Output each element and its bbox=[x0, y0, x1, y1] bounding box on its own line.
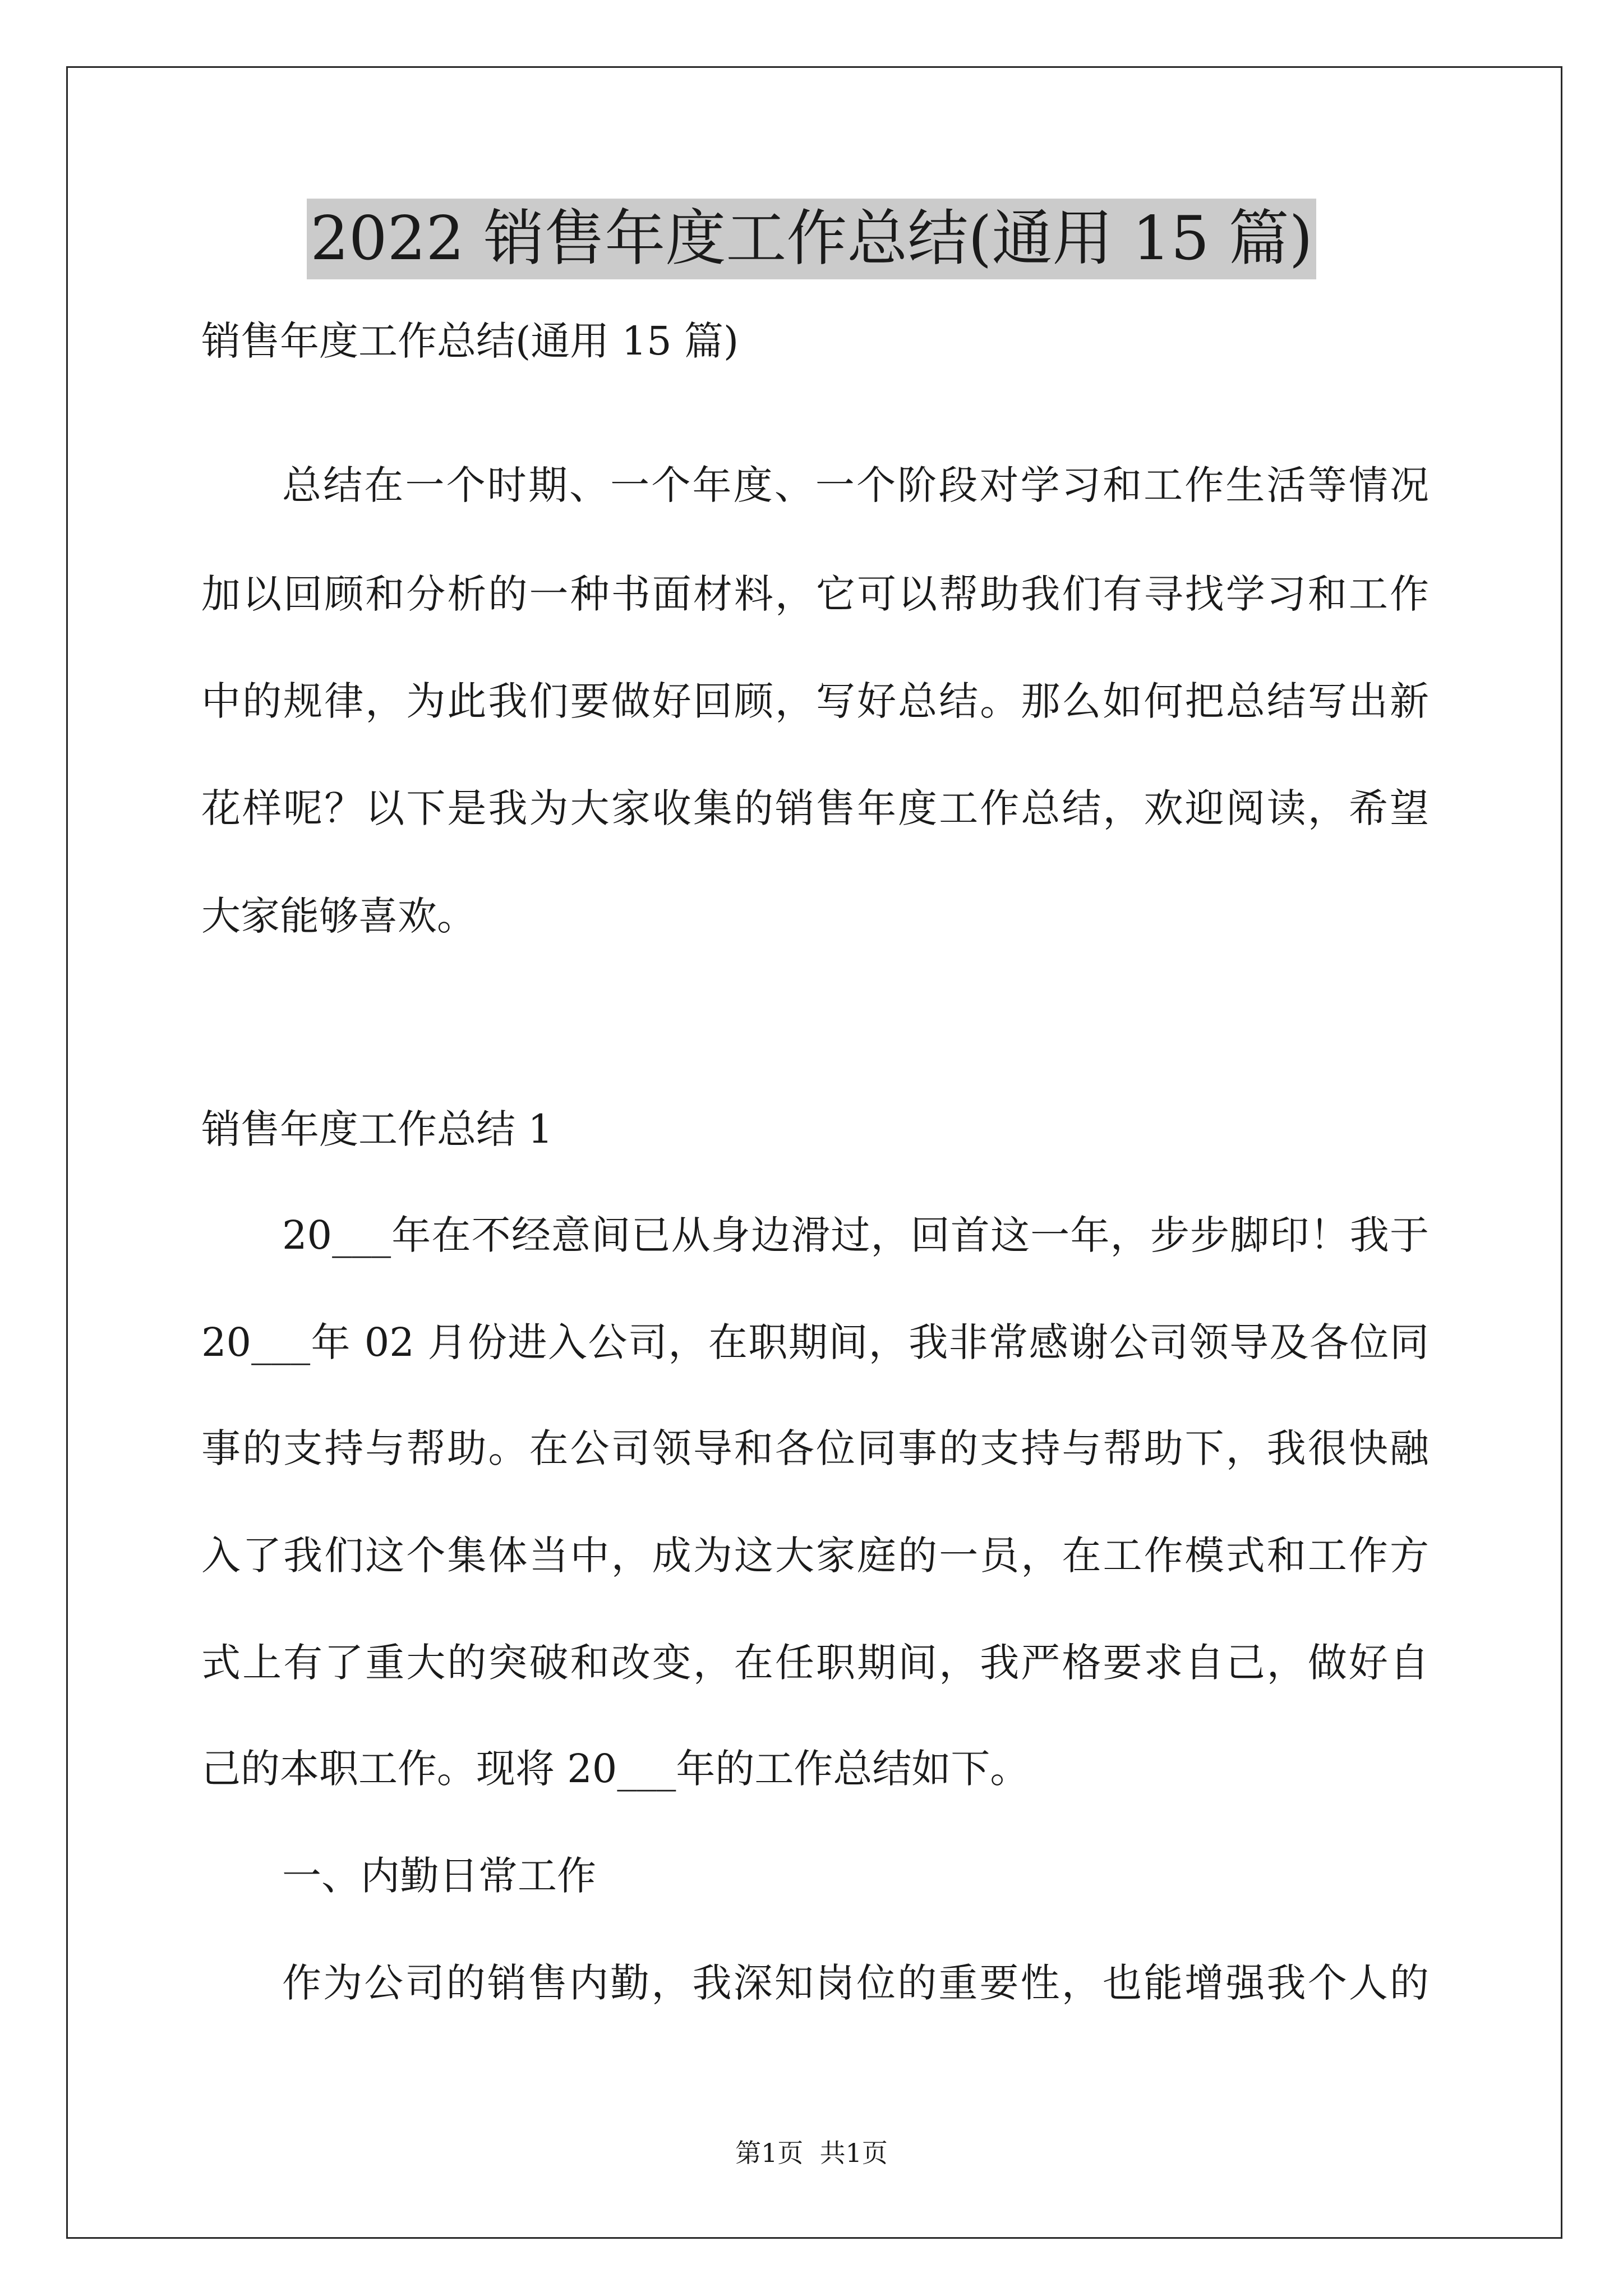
paragraph-line: 加以回顾和分析的一种书面材料，它可以帮助我们有寻找学习和工作 bbox=[201, 571, 1429, 617]
paragraph-line: 式上有了重大的突破和改变，在任职期间，我严格要求自己，做好自 bbox=[201, 1640, 1429, 1686]
page-footer: 第1页 共1页 bbox=[735, 2138, 888, 2168]
paragraph-line: 己的本职工作。现将 20___年的工作总结如下。 bbox=[201, 1746, 1030, 1792]
paragraph-line: 入了我们这个集体当中，成为这大家庭的一员，在工作模式和工作方 bbox=[201, 1533, 1429, 1579]
section-heading: 销售年度工作总结 1 bbox=[201, 1106, 553, 1152]
paragraph-line: 20___年在不经意间已从身边滑过，回首这一年，步步脚印！我于 bbox=[282, 1212, 1429, 1258]
paragraph-line: 20___年 02 月份进入公司，在职期间，我非常感谢公司领导及各位同 bbox=[201, 1319, 1429, 1365]
document-title: 2022 销售年度工作总结(通用 15 篇) bbox=[307, 199, 1316, 279]
paragraph-line: 大家能够喜欢。 bbox=[201, 893, 476, 939]
paragraph-line: 花样呢？以下是我为大家收集的销售年度工作总结，欢迎阅读，希望 bbox=[201, 785, 1429, 831]
title-container bbox=[0, 199, 1623, 279]
document-subtitle: 销售年度工作总结(通用 15 篇) bbox=[201, 318, 739, 364]
paragraph-line: 作为公司的销售内勤，我深知岗位的重要性，也能增强我个人的 bbox=[282, 1960, 1429, 2006]
paragraph-line: 事的支持与帮助。在公司领导和各位同事的支持与帮助下，我很快融 bbox=[201, 1425, 1429, 1471]
paragraph-line: 中的规律，为此我们要做好回顾，写好总结。那么如何把总结写出新 bbox=[201, 678, 1429, 724]
paragraph-line: 总结在一个时期、一个年度、一个阶段对学习和工作生活等情况 bbox=[282, 462, 1429, 508]
subheading: 一、内勤日常工作 bbox=[282, 1853, 596, 1899]
